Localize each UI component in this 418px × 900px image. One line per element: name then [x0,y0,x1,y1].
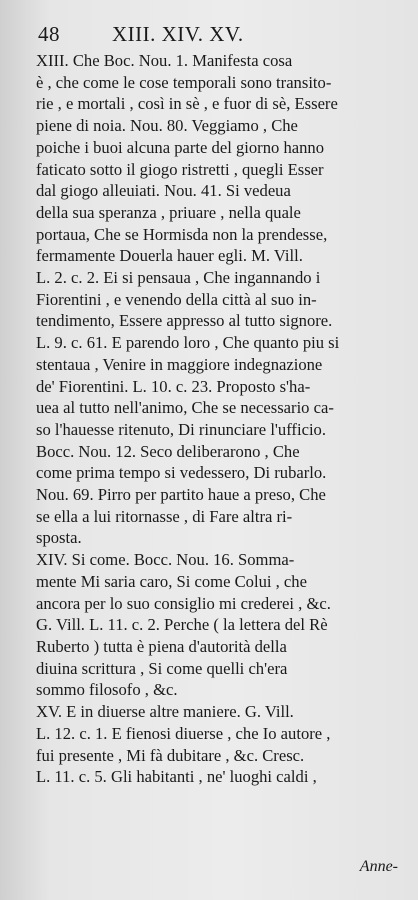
text-line: de' Fiorentini. L. 10. c. 23. Proposto s'ha- [36,376,311,396]
text-line: poiche i buoi alcuna parte del giorno hanno [36,137,324,157]
text-line: Bocc. Nou. 12. Seco deliberarono , Che [36,441,300,461]
text-line: so l'hauesse ritenuto, Di rinunciare l'ufficio. [36,419,326,439]
text-line: se ella a lui ritornasse , di Fare altra ri- [36,506,293,526]
text-line: L. 9. c. 61. E parendo loro , Che quanto piu si [36,333,340,353]
text-line: uea al tutto nell'animo, Che se necessario ca- [36,398,334,418]
text-line: stentaua , Venire in maggiore indegnazione [36,354,323,374]
text-line: come prima tempo si vedessero, Di rubarlo. [36,463,327,483]
running-head: XIII. XIV. XV. [112,22,244,46]
text-line: L. 2. c. 2. Ei si pensaua , Che ingannando i [36,268,321,288]
text-line: XV. E in diuerse altre maniere. G. Vill. [36,702,294,722]
text-line: fermamente Douerla hauer egli. M. Vill. [36,246,303,266]
text-line: XIV. Si come. Bocc. Nou. 16. Somma- [36,550,295,570]
text-line: mente Mi saria caro, Si come Colui , che [36,571,307,591]
text-line: tendimento, Essere appresso al tutto signore. [36,311,333,331]
text-line: Nou. 69. Pirro per partito haue a preso, Che [36,485,326,505]
text-line: è , che come le cose temporali sono transito- [36,72,332,92]
text-line: piene di noia. Nou. 80. Veggiamo , Che [36,116,298,136]
page-header [38,22,400,46]
text-line: XIII. Che Boc. Nou. 1. Manifesta cosa [36,51,293,70]
text-line: Ruberto ) tutta è piena d'autorità della [36,636,287,656]
text-line: L. 11. c. 5. Gli habitanti , ne' luoghi caldi , [36,767,317,787]
text-line: diuina scrittura , Si come quelli ch'era [36,658,288,678]
text-line: fui presente , Mi fà dubitare , &c. Cresc. [36,745,305,765]
text-line: dal giogo alleuiati. Nou. 41. Si vedeua [36,181,291,201]
text-line: sposta. [36,528,82,548]
text-line: rie , e mortali , così in sè , e fuor di sè, Essere [36,94,338,114]
text-line: G. Vill. L. 11. c. 2. Perche ( la lettera del Rè [36,615,328,635]
text-line: faticato sotto il giogo ristretti , quegli Esser [36,159,324,179]
catchword: Anne- [359,858,398,875]
body-text [36,50,410,788]
text-line: Fiorentini , e venendo della città al suo in- [36,289,317,309]
text-line: della sua speranza , priuare , nella quale [36,202,301,222]
text-line: portaua, Che se Hormisda non la prendesse, [36,224,328,244]
text-line: L. 12. c. 1. E fienosi diuerse , che Io autore , [36,723,331,743]
page-number: 48 [38,22,60,46]
text-line: ancora per lo suo consiglio mi crederei , &c. [36,593,331,613]
text-line: sommo filosofo , &c. [36,680,178,700]
